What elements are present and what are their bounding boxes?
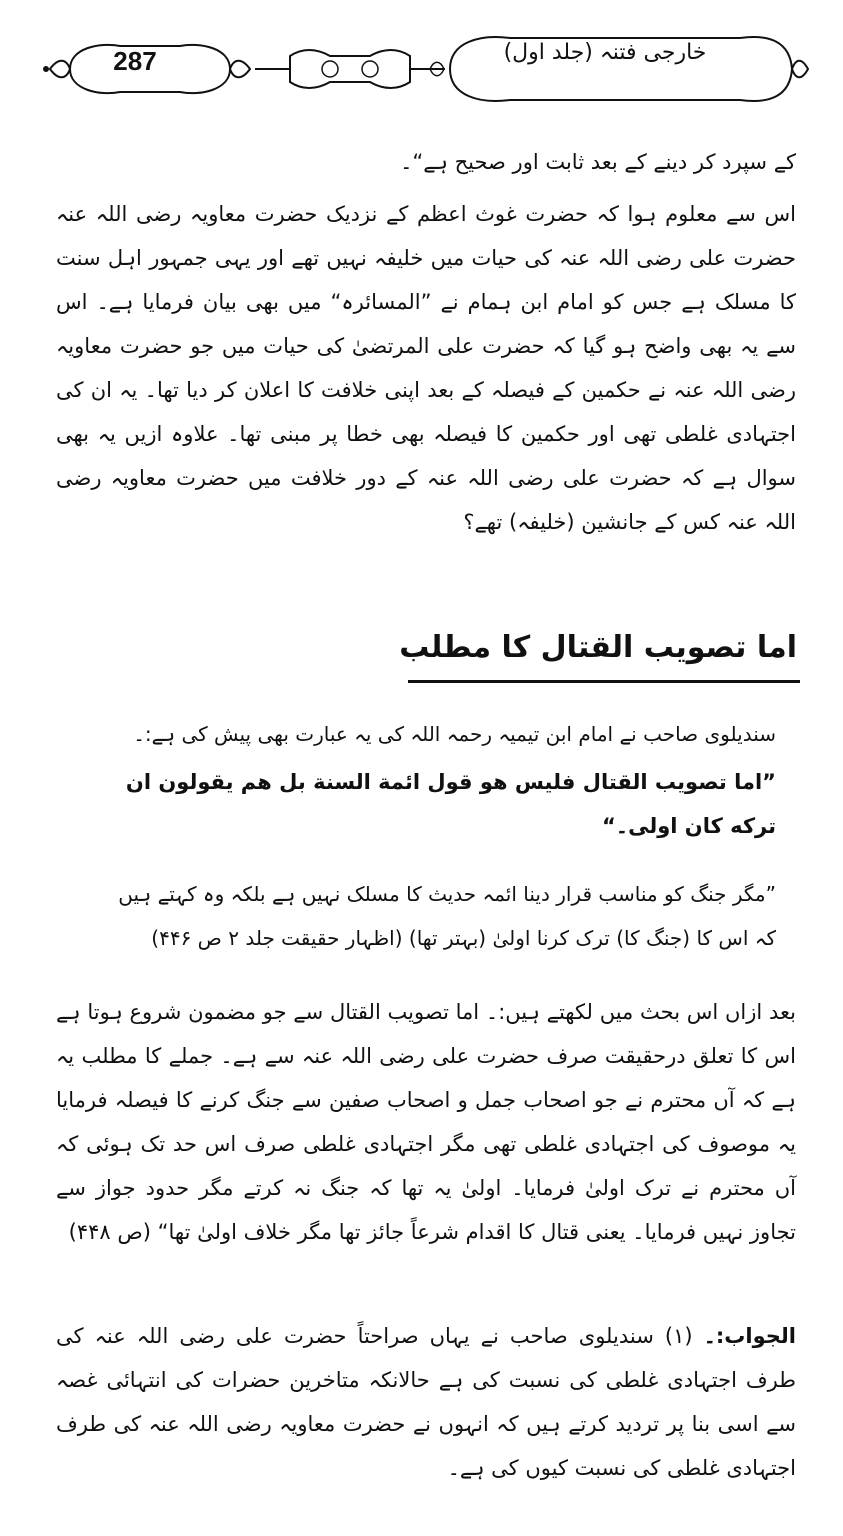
paragraph-4 <box>56 1314 796 1514</box>
quotation-translation: ”مگر جنگ کو مناسب قرار دینا ائمہ حدیث کا مسلک نہیں ہے بلکہ وہ کہتے ہیں کہ اس کا (جنگ کا) ترک کرنا اولیٰ (بہتر تھا) (اظہار حقیقت جلد ۲ ص ۴۴۶) <box>118 882 776 950</box>
running-title: خارجی فتنہ (جلد اول) <box>503 40 707 65</box>
paragraph-1: کے سپرد کر دینے کے بعد ثابت اور صحیح ہے“۔ <box>400 150 796 174</box>
section-heading: اما تصویب القتال کا مطلب <box>399 630 797 665</box>
quote-intro: سندیلوی صاحب نے امام ابن تیمیہ رحمہ اللہ کی یہ عبارت بھی پیش کی ہے:۔ <box>133 722 776 746</box>
page-number: 287 <box>113 46 157 76</box>
answer-label: الجواب:۔ <box>703 1324 796 1348</box>
heading-underline <box>408 680 800 683</box>
paragraph-2: اس سے معلوم ہوا کہ حضرت غوث اعظم کے نزدیک حضرت معاویہ رضی اللہ عنہ حضرت علی رضی اللہ عنہ کی حیات میں خلیفہ نہیں تھے اور یہی جمہور اہل سنت کا مسلک ہے جس کو امام ابن ہمام نے ”المسائرہ“ میں بھی بیان فرمایا ہے۔ اس سے یہ بھی واضح ہو گیا کہ حضرت علی المرتضیٰ کی حیات میں جو حضرت معاویہ رضی اللہ عنہ نے حکمین کے فیصلہ کے بعد اپنی خلافت کا اعلان کر دیا تھا۔ یہ ان کی اجتہادی غلطی تھی اور حکمین کا فیصلہ بھی خطا پر مبنی تھا۔ علاوہ ازیں یہ بھی سوال ہے کہ حضرت علی رضی اللہ عنہ کے دور خلافت میں حضرت معاویہ رضی اللہ عنہ کس کے جانشین (خلیفہ) تھے؟ <box>56 202 796 534</box>
answer-text: (۱) سندیلوی صاحب نے یہاں صراحتاً حضرت علی رضی اللہ عنہ کی طرف اجتہادی غلطی کی نسبت کی ہے حالانکہ متاخرین حضرات کی انتہائی غصہ سے اسی بنا پر تردید کرتے ہیں کہ انہوں نے حضرت معاویہ رضی اللہ عنہ کی طرف اجتہادی غلطی کی نسبت کیوں کی ہے۔ <box>56 1324 796 1480</box>
arabic-quotation: ”اما تصویب القتال فلیس هو قول ائمة السنة بل هم یقولون ان ترکه کان اولی۔“ <box>125 770 776 838</box>
paragraph-3: بعد ازاں اس بحث میں لکھتے ہیں:۔ اما تصویب القتال سے جو مضمون شروع ہوتا ہے اس کا تعلق درحقیقت صرف حضرت علی رضی اللہ عنہ سے ہے۔ جملے کا مطلب یہ ہے کہ آں محترم نے جو اصحاب جمل و اصحاب صفین سے جنگ کرنے کا فیصلہ فرمایا یہ موصوف کی اجتہادی غلطی تھی مگر اجتہادی غلطی صرف اس حد تک ہوئی کہ آں محترم نے ترک اولیٰ فرمایا۔ اولیٰ یہ تھا کہ جنگ نہ کرتے مگر حدود جواز سے تجاوز نہیں فرمایا۔ یعنی قتال کا اقدام شرعاً جائز تھا مگر خلاف اولیٰ تھا“ (ص ۴۴۸) <box>56 1000 796 1244</box>
